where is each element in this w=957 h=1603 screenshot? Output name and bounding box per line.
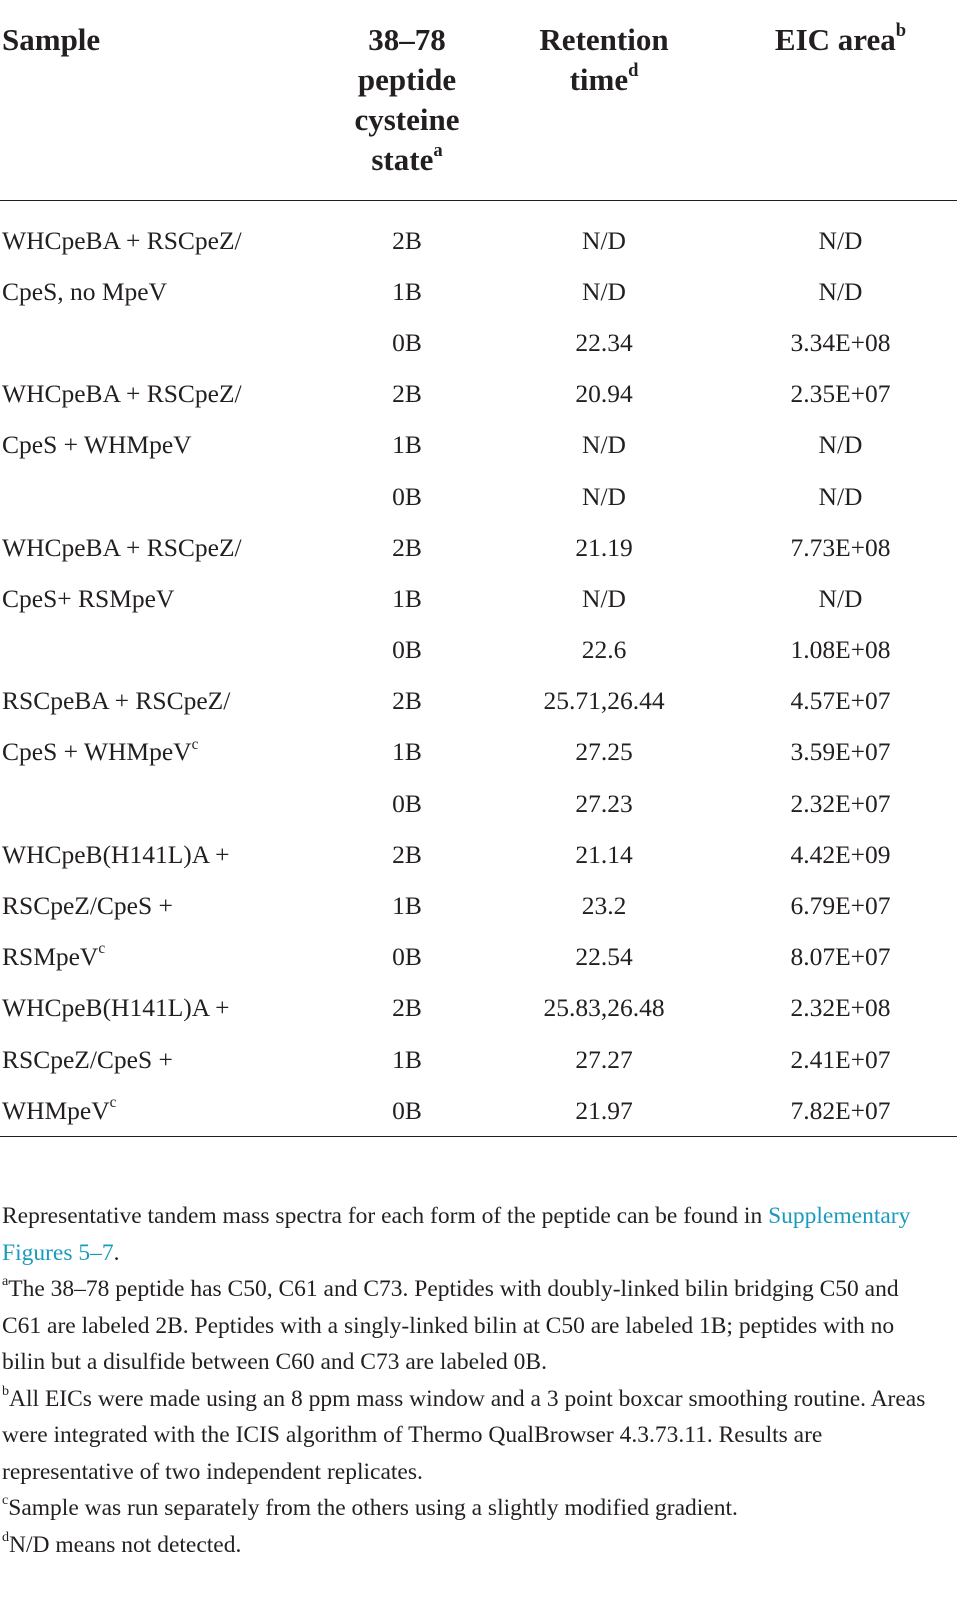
- cell-eic-area: 3.34E+08: [790, 327, 891, 357]
- cell-sample: WHCpeBA + RSCpeZ/: [2, 379, 242, 409]
- table-row: [0, 201, 957, 267]
- table-row: [0, 471, 957, 522]
- footnote-c: $^c$Sample was run separately from the others using a slightly modified gradient.: [2, 1492, 738, 1521]
- cell-sample: WHCpeB(H141L)A +: [2, 993, 230, 1023]
- cell-eic-area: 8.07E+07: [790, 942, 891, 972]
- header-retention-time: Retention time$^d$: [484, 0, 724, 201]
- cell-retention-time: N/D: [582, 225, 626, 255]
- cell-eic-area: 4.57E+07: [790, 686, 891, 716]
- cell-eic-area: 2.35E+07: [790, 379, 891, 409]
- table-row: [0, 266, 957, 317]
- header-cysteine-state: 38–78 peptide cysteine state$^a$: [330, 0, 484, 201]
- table-row: [0, 369, 957, 420]
- cell-cysteine-state: 2B: [392, 225, 422, 255]
- cell-sample: [0, 778, 330, 829]
- table-row: [0, 983, 957, 1034]
- cell-cysteine-state: 0B: [392, 1095, 422, 1125]
- cell-eic-area: N/D: [818, 481, 863, 511]
- cell-retention-time: 21.14: [575, 839, 633, 869]
- table-row: [0, 880, 957, 931]
- cell-cysteine-state: 2B: [392, 532, 422, 562]
- cell-eic-area: 7.73E+08: [790, 532, 891, 562]
- table-row: [0, 727, 957, 778]
- table-row: [0, 625, 957, 676]
- cell-cysteine-state: 2B: [392, 686, 422, 716]
- cell-sample: CpeS+ RSMpeV: [2, 583, 175, 613]
- cell-cysteine-state: 0B: [392, 327, 422, 357]
- cell-retention-time: 21.97: [575, 1095, 633, 1125]
- table-row: [0, 1034, 957, 1085]
- cell-sample: RSMpeV$^c$: [2, 940, 106, 972]
- table-row: [0, 676, 957, 727]
- cell-retention-time: 22.6: [581, 635, 627, 665]
- cell-retention-time: 27.25: [575, 737, 633, 767]
- header-sample: Sample: [0, 0, 330, 201]
- table-row: [0, 420, 957, 471]
- cell-retention-time: N/D: [582, 430, 626, 460]
- cell-sample: CpeS, no MpeV: [2, 276, 168, 306]
- cell-cysteine-state: 0B: [392, 942, 422, 972]
- cell-retention-time: 20.94: [575, 379, 633, 409]
- table-row: [0, 829, 957, 880]
- cell-sample: WHCpeB(H141L)A +: [2, 839, 230, 869]
- cell-cysteine-state: 1B: [392, 891, 422, 921]
- cell-cysteine-state: 1B: [392, 583, 422, 613]
- cell-eic-area: 6.79E+07: [790, 891, 891, 921]
- cell-eic-area: 2.32E+08: [790, 993, 891, 1023]
- table-row: [0, 1085, 957, 1148]
- table-row: [0, 317, 957, 368]
- cell-sample: RSCpeBA + RSCpeZ/: [2, 686, 231, 716]
- cell-retention-time: 23.2: [581, 891, 627, 921]
- cell-retention-time: 22.54: [575, 942, 633, 972]
- note-intro: Representative tandem mass spectra for each form of the peptide can be found in Supplementary Figures 5–7.: [2, 1203, 911, 1266]
- cell-eic-area: N/D: [818, 430, 863, 460]
- cell-sample: WHCpeBA + RSCpeZ/: [2, 532, 242, 562]
- cell-retention-time: 27.27: [575, 1044, 633, 1074]
- table-bottom-rule: [0, 1136, 957, 1137]
- cell-retention-time: 21.19: [575, 532, 633, 562]
- cell-cysteine-state: 2B: [392, 993, 422, 1023]
- cell-cysteine-state: 2B: [392, 379, 422, 409]
- cell-sample: RSCpeZ/CpeS +: [2, 1044, 173, 1074]
- cell-eic-area: N/D: [818, 225, 863, 255]
- cell-sample: CpeS + WHMpeV: [2, 430, 192, 460]
- cell-retention-time: 27.23: [575, 788, 633, 818]
- cell-eic-area: 7.82E+07: [790, 1095, 891, 1125]
- cell-sample: RSCpeZ/CpeS +: [2, 891, 173, 921]
- cell-eic-area: 2.41E+07: [790, 1044, 891, 1074]
- cell-cysteine-state: 1B: [392, 737, 422, 767]
- table-row: [0, 522, 957, 573]
- cell-cysteine-state: 1B: [392, 1044, 422, 1074]
- table-notes: [2, 1198, 932, 1563]
- table-header: [0, 0, 957, 201]
- cell-sample: [0, 625, 330, 676]
- cell-eic-area: 2.32E+07: [790, 788, 891, 818]
- cell-eic-area: N/D: [818, 583, 863, 613]
- footnote-d: $^d$N/D means not detected.: [2, 1528, 242, 1558]
- cell-cysteine-state: 0B: [392, 788, 422, 818]
- cell-eic-area: 1.08E+08: [790, 635, 891, 665]
- cell-retention-time: 25.83,26.48: [543, 993, 665, 1023]
- cell-cysteine-state: 1B: [392, 276, 422, 306]
- cell-cysteine-state: 1B: [392, 430, 422, 460]
- cell-eic-area: 4.42E+09: [790, 839, 891, 869]
- cell-cysteine-state: 0B: [392, 635, 422, 665]
- footnote-b: $^b$All EICs were made using an 8 ppm mass window and a 3 point boxcar smoothing routine. Areas were integrated with the ICIS algorithm of Thermo QualBrowser 4.3.73.11. Results are representative of two independent replicates.: [2, 1382, 926, 1485]
- cell-eic-area: 3.59E+07: [790, 737, 891, 767]
- table-row: [0, 778, 957, 829]
- cell-retention-time: 25.71,26.44: [543, 686, 665, 716]
- cell-sample: [0, 471, 330, 522]
- footnote-a: $^a$The 38–78 peptide has C50, C61 and C73. Peptides with doubly-linked bilin bridging C50 and C61 are labeled 2B. Peptides with a singly-linked bilin at C50 are labeled 1B; peptides with no bilin but a disulfide between C60 and C73 are labeled 0B.: [2, 1273, 899, 1375]
- cell-retention-time: N/D: [582, 276, 626, 306]
- cell-eic-area: N/D: [818, 276, 863, 306]
- cell-retention-time: N/D: [582, 583, 626, 613]
- supplementary-figures-link[interactable]: Supplementary Figures 5–7: [2, 1203, 911, 1266]
- cell-sample: WHMpeV$^c$: [2, 1094, 117, 1125]
- cell-sample: [0, 317, 330, 368]
- cell-cysteine-state: 2B: [392, 839, 422, 869]
- header-eic-area: EIC area$^b$: [724, 0, 957, 201]
- cell-retention-time: N/D: [582, 481, 626, 511]
- table-body: [0, 201, 957, 1149]
- cell-retention-time: 22.34: [575, 327, 633, 357]
- cell-cysteine-state: 0B: [392, 481, 422, 511]
- cell-sample: CpeS + WHMpeV$^c$: [2, 735, 199, 767]
- table-row: [0, 932, 957, 983]
- table-row: [0, 573, 957, 624]
- cell-sample: WHCpeBA + RSCpeZ/: [2, 225, 242, 255]
